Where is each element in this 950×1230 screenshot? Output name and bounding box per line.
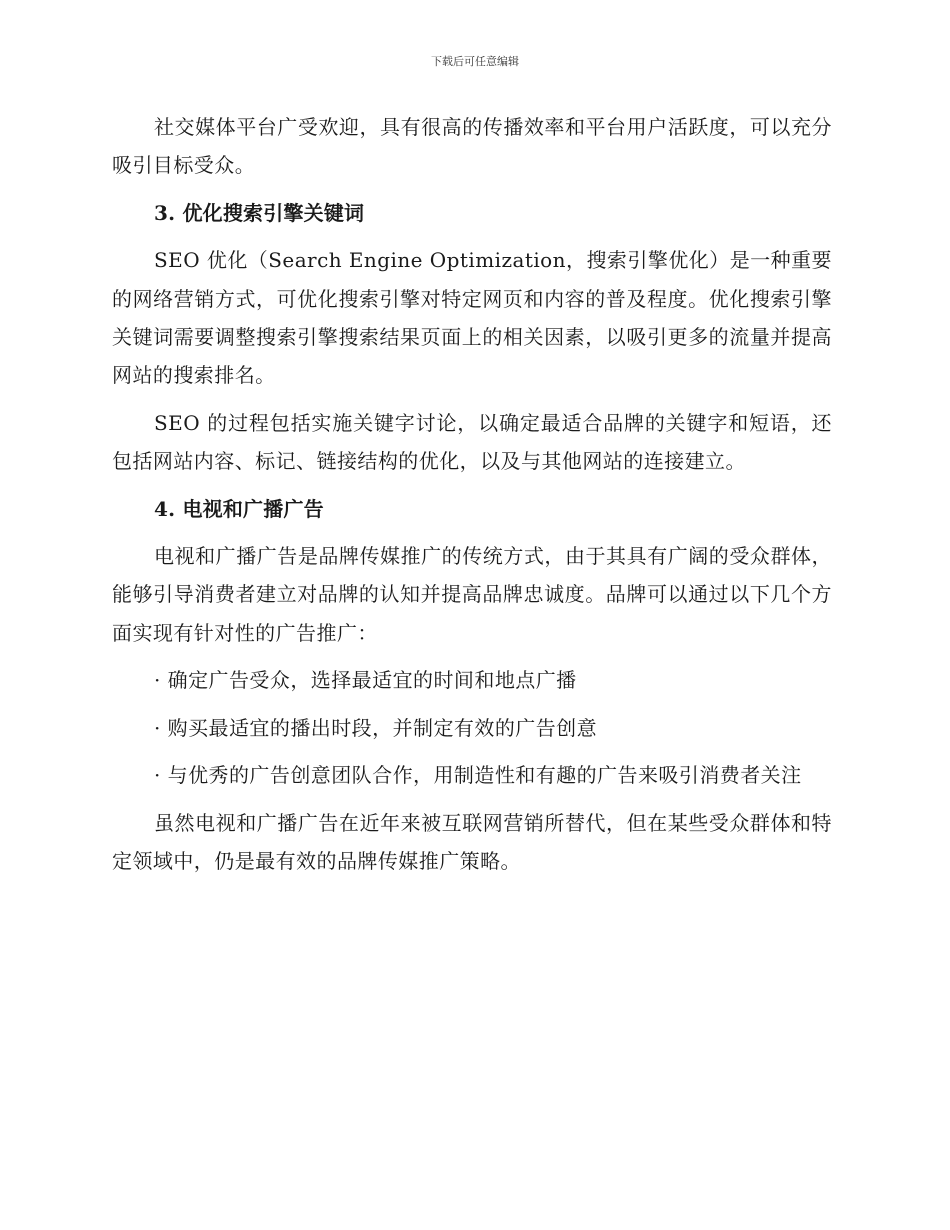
- paragraph-seo-intro: SEO 优化（Search Engine Optimization，搜索引擎优化）是一种重要的网络营销方式，可优化搜索引擎对特定网页和内容的普及程度。优化搜索引擎关键词需要调整搜索引擎搜索结果页面上的相关因素，以吸引更多的流量并提高网站的搜索排名。: [112, 248, 832, 388]
- heading-tv-radio: 4. 电视和广播广告: [154, 496, 324, 521]
- page-header: 下载后可任意编辑: [431, 55, 519, 68]
- bullet-item: · 购买最适宜的播出时段，并制定有效的广告创意: [154, 715, 598, 740]
- paragraph-social-media: 社交媒体平台广受欢迎，具有很高的传播效率和平台用户活跃度，可以充分吸引目标受众。: [112, 115, 832, 178]
- bullet-item: · 确定广告受众，选择最适宜的时间和地点广播: [154, 668, 577, 693]
- paragraph-tv-intro: 电视和广播广告是品牌传媒推广的传统方式，由于其具有广阔的受众群体，能够引导消费者建立对品牌的认知并提高品牌忠诚度。品牌可以通过以下几个方面实现有针对性的广告推广：: [112, 544, 832, 645]
- paragraph-tv-conclusion: 虽然电视和广播广告在近年来被互联网营销所替代，但在某些受众群体和特定领域中，仍是最有效的品牌传媒推广策略。: [112, 810, 832, 873]
- heading-seo: 3. 优化搜索引擎关键词: [154, 200, 365, 225]
- paragraph-seo-process: SEO 的过程包括实施关键字讨论，以确定最适合品牌的关键字和短语，还包括网站内容、标记、链接结构的优化，以及与其他网站的连接建立。: [112, 410, 832, 474]
- document-body: [112, 108, 832, 889]
- bullet-item: · 与优秀的广告创意团队合作，用制造性和有趣的广告来吸引消费者关注: [154, 763, 802, 788]
